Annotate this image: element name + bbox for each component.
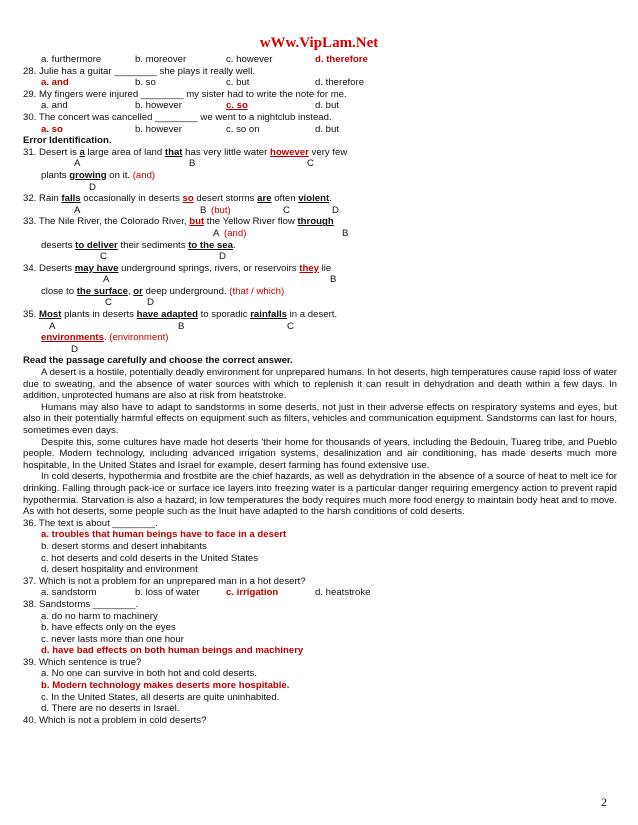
q36-opt-c: c. hot deserts and cold deserts in the United States [41,552,259,564]
q32-text-5: . [329,193,332,205]
q39-opt-b-answer: b. Modern technology makes deserts more hospitable. [41,680,290,692]
q30-opt-d: d. but [315,123,340,135]
q33-part-d: to the sea [188,239,233,251]
q31-text-1: Desert is [39,146,80,158]
q36-opt-d: d. desert hospitality and environment [41,564,198,576]
q39-opt-a: a. No one can survive in both hot and cold deserts. [41,668,257,680]
q32-letter-d: D [332,204,339,216]
q35-part-c: rainfalls [250,309,287,321]
q32-text-2: occasionally in deserts [80,193,183,205]
q37-opt-d: d. heatstroke [315,587,371,599]
q33-letters [23,228,617,240]
q37-opt-c-answer: c. irrigation [226,587,279,599]
q34-line1 [23,263,617,275]
q33-text-4: their sediments [117,239,189,251]
q31-part-c-error: however [269,146,309,158]
q32-part-c: are [257,193,272,205]
q30-stem: 30. The concert was cancelled ________ we went to a nightclub instead. [23,111,332,123]
q33-line1 [23,216,617,228]
q35-part-b: have adapted [136,309,198,321]
passage-paragraph-4: In cold deserts, hypothermia and frostbite are the chief hazards, as well as dehydration in the absence of a source of heat to melt ice for drinking. Falling through pack-ice or surface ice layers into freezing water is a particular danger requiring emergency action to prevent rapid hypothermia. Starvation is also a hazard; in low temperatures the body requires much more food energy to maintain body heat and to move. As with hot deserts, some people such as the Inuit have adapted to the harsh conditions of cold deserts. [23,471,617,518]
q31-letters [23,158,617,170]
q35-letters [23,321,617,333]
q32-part-b-error: so [182,193,194,205]
q35-line2 [23,332,617,344]
q30-opt-b: b. however [135,123,182,135]
q40-stem: 40. Which is not a problem in cold deserts? [23,714,207,726]
q31-text-4: very few [308,146,348,158]
q29-stem: 29. My fingers were injured ________ my sister had to write the note for me. [23,88,347,100]
q33-part-b: through [297,216,334,228]
q31-correction: (and) [132,169,156,181]
q36-opt-b: b. desert storms and desert inhabitants [41,540,207,552]
q30-opt-c: c. so on [226,123,260,135]
q32-part-a: falls [61,193,81,205]
q34-text-3: lie [318,262,332,274]
q31-letter-c: C [307,158,314,170]
q33-letter-d: D [219,251,226,263]
q34-letter-c: C [105,297,112,309]
q32-letter-b: B [200,204,207,216]
q31-text-3: has very little water [182,146,270,158]
q31-part-d: growing [69,169,107,181]
q31-number: 31. [23,146,37,158]
q27-opt-c: c. however [226,54,273,65]
q34-text-2: underground springs, rivers, or reservoirs [118,262,300,274]
q33-letter-a: A [213,227,220,239]
q34-letter-d: D [147,297,154,309]
q38-stem: 38. Sandstorms ________. [23,598,139,610]
passage-paragraph-1: A desert is a hostile, potentially deadly environment for unprepared humans. In hot deserts, high temperatures cause rapid loss of water due to sweating, and the absence of water sources with which to replenish it can result in dehydration and death within a few days. In addition, unprotected humans are also at risk from heatstroke. [23,367,617,402]
q27-opt-b: b. moreover [135,54,187,65]
q28-stem: 28. Julie has a guitar ________ she plays it really well. [23,65,255,77]
q31-letter-b: B [189,158,196,170]
q35-text-1: plants in deserts [61,309,137,321]
q37-opt-b: b. loss of water [135,587,200,599]
q35-part-a: Most [39,309,62,321]
q32-text-4: often [271,193,299,205]
q35-text-4: . [103,332,110,344]
q34-text-1: Deserts [39,262,75,274]
q32-number: 32. [23,193,37,205]
q35-letter-c: C [287,320,294,332]
q34-text-6: deep underground. [142,285,227,297]
q33-part-c: to deliver [75,239,118,251]
q34-correction: (that / which) [229,285,285,297]
q31-part-b: that [164,146,183,158]
q31-line1 [23,147,617,159]
q34-letter-b: B [330,274,337,286]
q34-letter-a: A [103,274,110,286]
q38-opt-a: a. do no harm to machinery [41,610,158,622]
q37-options [23,587,617,599]
q32-correction: (but) [211,204,231,216]
site-watermark-title: wWw.VipLam.Net [259,35,379,51]
q27-opt-d-answer: d. therefore [315,54,368,65]
q28-opt-d: d. therefore [315,77,365,89]
q34-text-5: , [127,285,134,297]
q29-opt-b: b. however [135,100,182,112]
q28-opt-a-answer: a. and [41,77,69,89]
q35-letter-b: B [178,320,185,332]
q30-options [23,124,617,136]
worksheet-page [23,54,617,726]
q33-letter-b: B [342,227,349,239]
q32-part-d: violent [298,193,330,205]
q35-letters-2 [23,344,617,356]
q32-letter-c: C [283,204,290,216]
q32-text-3: desert storms [193,193,258,205]
q39-stem: 39. Which sentence is true? [23,656,142,668]
q34-part-d: or [133,285,143,297]
q33-letter-c: C [100,251,107,263]
q39-opt-c: c. In the United States, all deserts are quite uninhabited. [41,691,280,703]
q32-text-1: Rain [39,193,62,205]
q34-letters-2 [23,297,617,309]
q33-text-2: the Yellow River flow [204,216,298,228]
q34-part-b-error: they [299,262,319,274]
q28-options [23,77,617,89]
q37-stem: 37. Which is not a problem for an unprepared man in a hot desert? [23,575,306,587]
q33-line2 [23,240,617,252]
q35-number: 35. [23,309,37,321]
q32-letters [23,205,617,217]
q27-options [23,54,617,66]
q35-correction: (environment) [109,332,169,344]
q38-opt-c: c. never lasts more than one hour [41,633,184,645]
q31-letter-d: D [89,181,96,193]
q34-text-4: close to [41,285,77,297]
q29-options [23,100,617,112]
q36-opt-a-answer: a. troubles that human beings have to face in a desert [41,529,287,541]
q33-letters-2 [23,251,617,263]
q34-number: 34. [23,262,37,274]
error-identification-heading: Error Identification. [23,135,112,147]
q35-text-2: to sporadic [197,309,251,321]
q31-part-a: a [79,146,85,158]
q37-opt-a: a. sandstorm [41,587,97,599]
q30-opt-a-answer: a. so [41,123,63,135]
q29-opt-a: a. and [41,100,68,112]
q33-correction: (and) [224,227,247,239]
q31-letters-2 [23,182,617,194]
q33-text-3: deserts [41,239,76,251]
q34-line2 [23,286,617,298]
passage-paragraph-2: Humans may also have to adapt to sandstorms in some deserts, not just in their adverse effects on respiratory systems and eyes, but also in their potentially harmful effects on equipment such as filters, vehicles and communication equipment. Sandstorms can last for hours, sometimes even days. [23,401,617,436]
page-number: 2 [601,795,607,809]
q27-opt-a: a. furthermore [41,54,102,65]
q38-opt-b: b. have effects only on the eyes [41,622,176,634]
q28-opt-b: b. so [135,77,156,89]
q35-text-3: in a desert. [287,309,338,321]
q39-opt-d: d. There are no deserts in Israel. [41,703,180,715]
q34-part-a: may have [74,262,119,274]
q33-text-5: . [232,239,236,251]
passage-paragraph-3: Despite this, some cultures have made hot deserts 'their home for thousands of years, including the Bedouin, Tuareg tribe, and Pueblo people. Modern technology, including advanced irrigation systems, desalinization and air conditioning, has made deserts much more hospitable, In the United States and Israel for example, desert farming has found extensive use. [23,436,617,471]
q33-text-1: The Nile River, the Colorado River, [38,216,190,228]
q33-part-a-error: but [189,216,205,228]
q28-opt-c: c. but [226,77,250,89]
q36-stem: 36. The text is about ________. [23,517,158,529]
q32-line1 [23,193,617,205]
q32-letter-a: A [74,204,81,216]
q34-letters [23,274,617,286]
q29-opt-d: d. but [315,100,340,112]
q35-letter-a: A [49,320,56,332]
q31-text-2: large area of land [84,146,165,158]
q31-text-5: plants [41,169,70,181]
q29-opt-c-answer: c. so [226,100,248,112]
q31-line2 [23,170,617,182]
q38-opt-d-answer: d. have bad effects on both human beings and machinery [41,645,304,657]
q35-part-d-error: environments [41,332,104,344]
q34-part-c: the surface [76,285,128,297]
q35-line1 [23,309,617,321]
q35-letter-d: D [71,343,78,355]
q33-number: 33. [23,216,37,228]
reading-heading: Read the passage carefully and choose the correct answer. [23,355,293,367]
q31-text-6: on it. [106,169,131,181]
q31-letter-a: A [74,158,81,170]
